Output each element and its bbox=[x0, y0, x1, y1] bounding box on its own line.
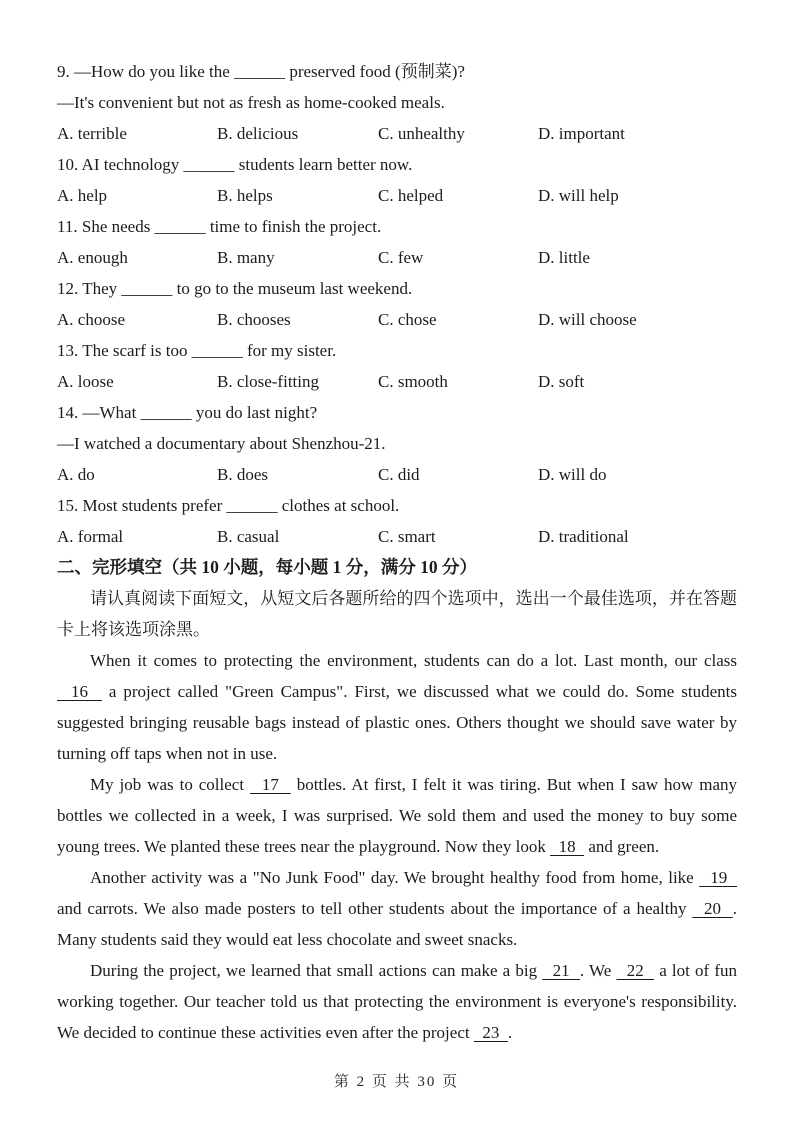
option-a: A. help bbox=[57, 186, 108, 205]
option-a: A. terrible bbox=[57, 124, 127, 143]
option-b: B. close-fitting bbox=[217, 372, 319, 391]
option-c: C. smart bbox=[378, 527, 436, 546]
option-d: D. traditional bbox=[538, 527, 629, 546]
question-9 bbox=[57, 56, 737, 149]
cloze-paragraph-4: During the project, we learned that small actions can make a big 21 . We 22 a lot of fun working together. Our teacher told us that protecting the environment is everyone's responsibility. We decided to continue these activities even after the project 23 . bbox=[57, 961, 738, 1042]
question-text: 13. The scarf is too ______ for my sister. bbox=[57, 341, 337, 360]
option-d: D. important bbox=[538, 124, 625, 143]
cloze-blank-16: 16 bbox=[57, 682, 102, 701]
option-a: A. formal bbox=[57, 527, 124, 546]
question-text: 15. Most students prefer ______ clothes at school. bbox=[57, 496, 400, 515]
question-text: 14. —What ______ you do last night? bbox=[57, 403, 318, 422]
cloze-blank-17: 17 bbox=[250, 775, 291, 794]
option-d: D. soft bbox=[538, 372, 585, 391]
question-15 bbox=[57, 490, 737, 552]
option-d: D. will choose bbox=[538, 310, 637, 329]
option-b: B. chooses bbox=[217, 310, 291, 329]
cloze-blank-20: 20 bbox=[692, 899, 733, 918]
question-11 bbox=[57, 211, 737, 273]
option-c: C. chose bbox=[378, 310, 437, 329]
cloze-blank-21: 21 bbox=[542, 961, 580, 980]
question-text: 11. She needs ______ time to finish the project. bbox=[57, 217, 382, 236]
option-d: D. will do bbox=[538, 465, 607, 484]
cloze-blank-18: 18 bbox=[550, 837, 585, 856]
option-a: A. do bbox=[57, 465, 95, 484]
option-c: C. smooth bbox=[378, 372, 448, 391]
page-content bbox=[57, 56, 737, 1048]
option-b: B. casual bbox=[217, 527, 280, 546]
option-b: B. many bbox=[217, 248, 275, 267]
options-row bbox=[57, 118, 737, 149]
option-c: C. helped bbox=[378, 186, 444, 205]
question-12 bbox=[57, 273, 737, 335]
question-10 bbox=[57, 149, 737, 211]
options-row bbox=[57, 459, 737, 490]
question-text: 10. AI technology ______ students learn better now. bbox=[57, 155, 413, 174]
page-number-footer: 第 2 页 共 30 页 bbox=[333, 1074, 460, 1090]
question-13 bbox=[57, 335, 737, 397]
question-reply: —It's convenient but not as fresh as home-cooked meals. bbox=[57, 93, 445, 112]
options-row bbox=[57, 521, 737, 552]
question-14 bbox=[57, 397, 737, 490]
options-row bbox=[57, 180, 737, 211]
option-a: A. enough bbox=[57, 248, 128, 267]
cloze-paragraph-3: Another activity was a "No Junk Food" day. We brought healthy food from home, like 19 and carrots. We also made posters to tell other students about the importance of a healthy 20 . Many students said they would eat less chocolate and sweet snacks. bbox=[57, 868, 738, 949]
section-2-title: 二、完形填空（共 10 小题，每小题 1 分，满分 10 分） bbox=[57, 557, 477, 577]
options-row bbox=[57, 366, 737, 397]
options-row bbox=[57, 304, 737, 335]
section-2-instructions: 请认真阅读下面短文，从短文后各题所给的四个选项中，选出一个最佳选项，并在答题卡上将该选项涂黑。 bbox=[57, 589, 737, 639]
option-c: C. few bbox=[378, 248, 424, 267]
option-c: C. did bbox=[378, 465, 420, 484]
option-a: A. loose bbox=[57, 372, 114, 391]
option-d: D. will help bbox=[538, 186, 619, 205]
cloze-paragraph-2: My job was to collect 17 bottles. At first, I felt it was tiring. But when I saw how many bottles we collected in a week, I was surprised. We sold them and used the money to buy some young trees. We planted these trees near the playground. Now they look 18 and green. bbox=[57, 775, 737, 856]
option-b: B. does bbox=[217, 465, 268, 484]
cloze-blank-22: 22 bbox=[616, 961, 655, 980]
option-d: D. little bbox=[538, 248, 590, 267]
question-text: 9. —How do you like the ______ preserved food (预制菜)? bbox=[57, 62, 465, 81]
option-a: A. choose bbox=[57, 310, 125, 329]
options-row bbox=[57, 242, 737, 273]
option-b: B. helps bbox=[217, 186, 273, 205]
option-b: B. delicious bbox=[217, 124, 299, 143]
cloze-blank-19: 19 bbox=[699, 868, 738, 887]
cloze-paragraph-1: When it comes to protecting the environment, students can do a lot. Last month, our class 16 a project called "Green Campus". First, we discussed what we could do. Some students suggested bringing reusable bags instead of plastic ones. Others thought we should save water by turning off taps when not in use. bbox=[57, 651, 738, 763]
question-reply: —I watched a documentary about Shenzhou-21. bbox=[57, 434, 386, 453]
option-c: C. unhealthy bbox=[378, 124, 465, 143]
question-text: 12. They ______ to go to the museum last weekend. bbox=[57, 279, 413, 298]
cloze-blank-23: 23 bbox=[473, 1023, 508, 1042]
